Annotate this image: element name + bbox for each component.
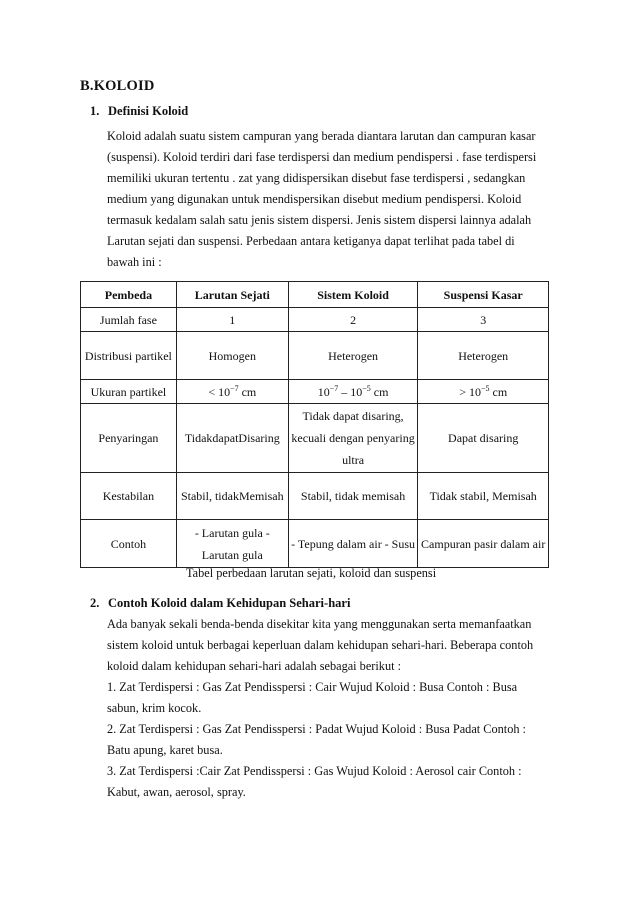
definition-paragraph <box>107 126 562 273</box>
table-cell: Stabil, tidakMemisah <box>176 473 288 520</box>
table-header-cell: Sistem Koloid <box>288 282 418 308</box>
table-cell: Homogen <box>176 332 288 380</box>
paragraph-line: Larutan sejati dan suspensi. Perbedaan antara ketiganya dapat terlihat pada tabel di <box>107 234 515 248</box>
paragraph-line: termasuk kedalam salah satu jenis sistem dispersi. Jenis sistem dispersi lainnya adalah <box>107 213 532 227</box>
table-row <box>81 473 549 520</box>
table-cell: Distribusi partikel <box>81 332 177 380</box>
table-header-row <box>81 282 549 308</box>
paragraph-line: bawah ini : <box>107 255 162 269</box>
table-cell: 2 <box>288 308 418 332</box>
table-header-cell: Larutan Sejati <box>176 282 288 308</box>
size-exponent: −7 <box>230 383 239 393</box>
subsection-1-heading <box>90 104 188 119</box>
table-cell: Heterogen <box>418 332 549 380</box>
paragraph-line: Batu apung, karet busa. <box>107 743 223 757</box>
paragraph-line: sistem koloid untuk berbagai keperluan dalam kehidupan sehari-hari. Beberapa contoh <box>107 638 534 652</box>
size-unit: cm <box>370 384 389 399</box>
table-cell: Penyaringan <box>81 404 177 473</box>
section-title: B.KOLOID <box>80 78 155 94</box>
paragraph-line: 3. Zat Terdispersi :Cair Zat Pendisspersi : Gas Wujud Koloid : Aerosol cair Contoh : <box>107 764 522 778</box>
table-row <box>81 308 549 332</box>
table-cell: Dapat disaring <box>418 404 549 473</box>
size-value: 10 <box>317 384 330 399</box>
table-cell <box>288 380 418 404</box>
size-exponent: −5 <box>362 383 371 393</box>
table-row <box>81 332 549 380</box>
paragraph-line: koloid dalam kehidupan sehari-hari adalah sebagai berikut : <box>107 659 401 673</box>
paragraph-line: (suspensi). Koloid terdiri dari fase terdispersi dan medium pendispersi . fase terdispersi <box>107 150 537 164</box>
subsection-1-title: Definisi Koloid <box>108 104 189 118</box>
table-header-cell: Pembeda <box>81 282 177 308</box>
table-cell: Contoh <box>81 520 177 568</box>
paragraph-line: 2. Zat Terdispersi : Gas Zat Pendisspersi : Padat Wujud Koloid : Busa Padat Contoh : <box>107 722 526 736</box>
table-cell <box>418 380 549 404</box>
table-caption: Tabel perbedaan larutan sejati, koloid dan suspensi <box>186 566 437 580</box>
table-cell: Campuran pasir dalam air <box>418 520 549 568</box>
examples-paragraph <box>107 614 562 803</box>
size-exponent: −5 <box>480 383 490 393</box>
subsection-2-title: Contoh Koloid dalam Kehidupan Sehari-hari <box>108 596 351 610</box>
subsection-2-number: 2. <box>90 596 100 610</box>
paragraph-line: Kabut, awan, aerosol, spray. <box>107 785 246 799</box>
table-cell: Tidak stabil, Memisah <box>418 473 549 520</box>
table-cell: Tidak dapat disaring, kecuali dengan penyaring ultra <box>288 404 418 473</box>
table-cell: 3 <box>418 308 549 332</box>
comparison-table <box>80 281 549 568</box>
table-cell: - Tepung dalam air - Susu <box>288 520 418 568</box>
paragraph-line: memiliki ukuran tertentu . zat yang didispersikan disebut fase terdispersi , sedangkan <box>107 171 526 185</box>
table-cell: 1 <box>176 308 288 332</box>
paragraph-line: sabun, krim kocok. <box>107 701 202 715</box>
paragraph-line: 1. Zat Terdispersi : Gas Zat Pendisspersi : Cair Wujud Koloid : Busa Contoh : Busa <box>107 680 518 694</box>
paragraph-line: medium yang digunakan untuk mendispersikan disebut medium pendispersi. Koloid <box>107 192 522 206</box>
size-value: > 10 <box>459 384 481 399</box>
table-row <box>81 380 549 404</box>
subsection-1-number: 1. <box>90 104 100 118</box>
size-unit: cm <box>489 384 508 399</box>
size-unit: cm <box>238 384 257 399</box>
subsection-2-heading <box>90 596 350 611</box>
table-row <box>81 404 549 473</box>
size-value: < 10 <box>208 384 231 399</box>
table-cell <box>176 380 288 404</box>
table-cell: Ukuran partikel <box>81 380 177 404</box>
paragraph-line: Ada banyak sekali benda-benda disekitar kita yang menggunakan serta memanfaatkan <box>107 617 532 631</box>
table-cell: - Larutan gula - Larutan gula <box>176 520 288 568</box>
size-range-separator: – 10 <box>338 384 363 399</box>
size-exponent: −7 <box>329 383 339 393</box>
table-cell: Stabil, tidak memisah <box>288 473 418 520</box>
table-cell: Jumlah fase <box>81 308 177 332</box>
table-cell: TidakdapatDisaring <box>176 404 288 473</box>
table-header-cell: Suspensi Kasar <box>418 282 549 308</box>
table-row <box>81 520 549 568</box>
paragraph-line: Koloid adalah suatu sistem campuran yang berada diantara larutan dan campuran kasar <box>107 129 536 143</box>
table-cell: Kestabilan <box>81 473 177 520</box>
table-cell: Heterogen <box>288 332 418 380</box>
